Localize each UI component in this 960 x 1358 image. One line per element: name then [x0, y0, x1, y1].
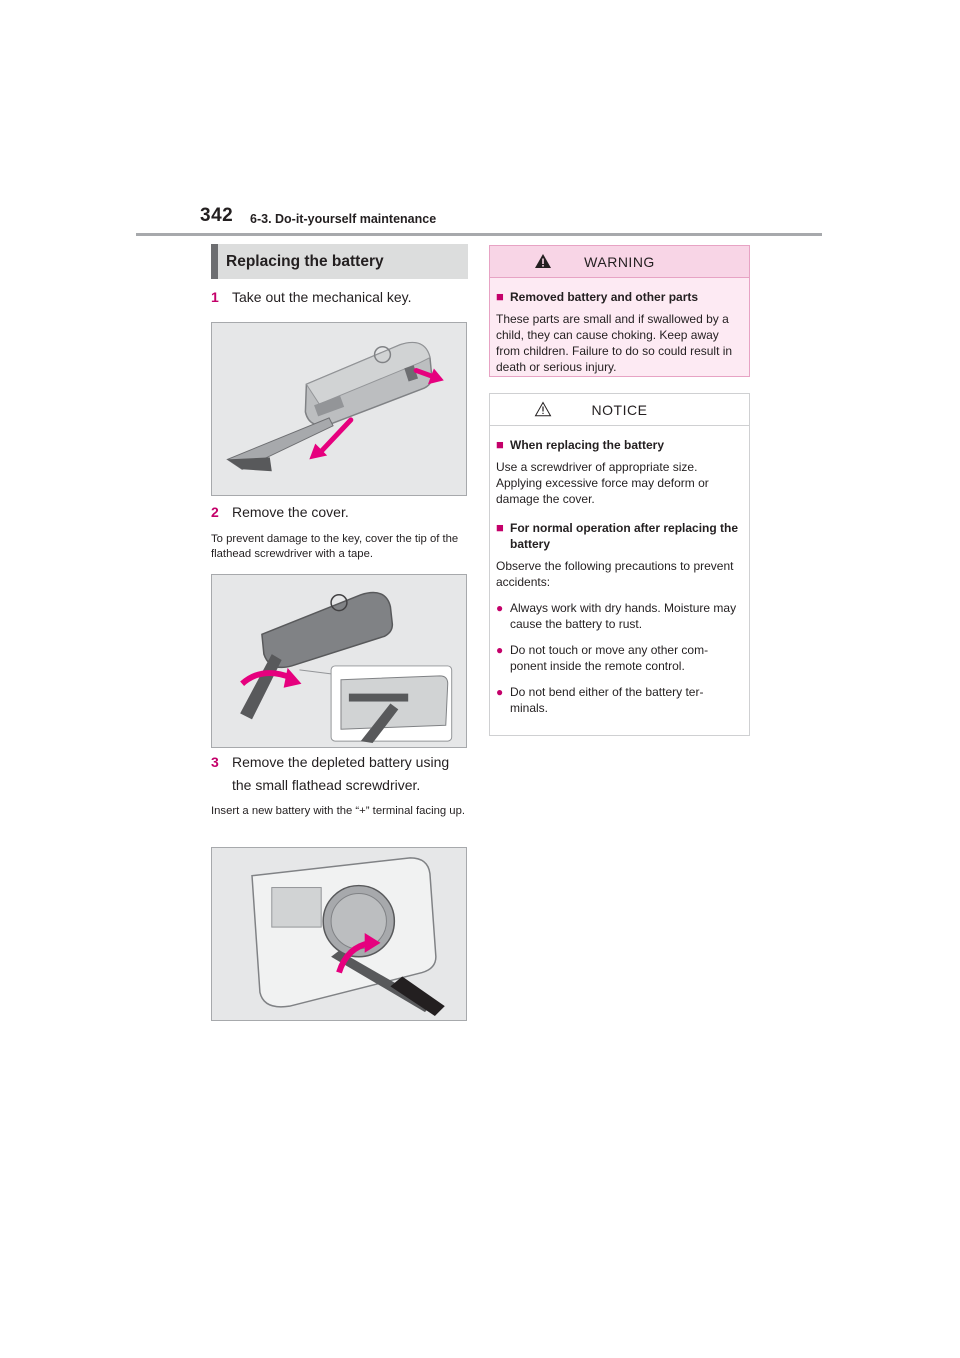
bullet-text: Do not bend either of the battery ter- minals. — [510, 685, 704, 715]
warning-subtitle — [496, 289, 743, 305]
bullet-dot-icon: ● — [496, 685, 504, 699]
warning-subtitle-text: Removed battery and other parts — [510, 290, 699, 304]
square-bullet-icon: ■ — [496, 520, 504, 535]
bullet-text: Always work with dry hands. Moisture may cause the battery to rust. — [510, 601, 737, 631]
page-number: 342 — [200, 205, 234, 226]
key-removal-illustration — [212, 323, 466, 495]
bullet-text: Do not touch or move any other com- ponent inside the remote control. — [510, 643, 709, 673]
section-heading-text: Replacing the battery — [226, 252, 384, 270]
section-title: 6-3. Do-it-yourself maintenance — [250, 212, 437, 226]
step-number: 3 — [211, 754, 219, 770]
header-rule — [136, 233, 822, 236]
notice-box — [489, 393, 750, 736]
section-heading — [211, 244, 468, 279]
list-item — [496, 684, 743, 716]
step-text: Remove the cover. — [232, 504, 349, 520]
figure-remove-key — [211, 322, 467, 496]
square-bullet-icon: ■ — [496, 289, 504, 304]
warning-triangle-icon — [534, 253, 552, 269]
list-item — [496, 600, 743, 632]
notice-label: NOTICE — [591, 401, 648, 418]
warning-header — [490, 246, 749, 278]
cover-removal-illustration — [212, 575, 466, 747]
caution-triangle-icon — [534, 401, 552, 417]
step-text: Take out the mechanical key. — [232, 289, 412, 305]
step-2 — [211, 501, 471, 524]
notice-subtitle-text: For normal operation after replacing the battery — [510, 521, 739, 551]
step-3-note: Insert a new battery with the “+” terminal facing up. — [211, 805, 465, 817]
step-2-note: To prevent damage to the key, cover the tip of the flathead screwdriver with a tape. — [211, 533, 459, 560]
notice-subtitle — [496, 520, 743, 552]
battery-removal-illustration — [212, 848, 466, 1020]
figure-remove-cover — [211, 574, 467, 748]
step-1 — [211, 286, 471, 309]
notice-subtitle — [496, 437, 743, 453]
notice-text: Observe the following precautions to prevent accidents: — [496, 559, 734, 589]
step-number: 2 — [211, 504, 219, 520]
step-3 — [211, 751, 471, 797]
step-text: Remove the depleted battery using the small flathead screwdriver. — [232, 754, 450, 793]
list-item — [496, 642, 743, 674]
bullet-dot-icon: ● — [496, 643, 504, 657]
notice-text: Use a screwdriver of appropriate size. Applying excessive force may deform or damage the cover. — [496, 460, 709, 506]
notice-header — [490, 394, 749, 426]
square-bullet-icon: ■ — [496, 437, 504, 452]
notice-subtitle-text: When replacing the battery — [510, 438, 665, 452]
warning-text: These parts are small and if swallowed by a child, they can cause choking. Keep away from children. Failure to do so could result in death or serious injury. — [496, 312, 733, 374]
warning-label: WARNING — [584, 253, 655, 270]
warning-box — [489, 245, 750, 377]
step-number: 1 — [211, 289, 219, 305]
figure-remove-battery — [211, 847, 467, 1021]
bullet-dot-icon: ● — [496, 601, 504, 615]
